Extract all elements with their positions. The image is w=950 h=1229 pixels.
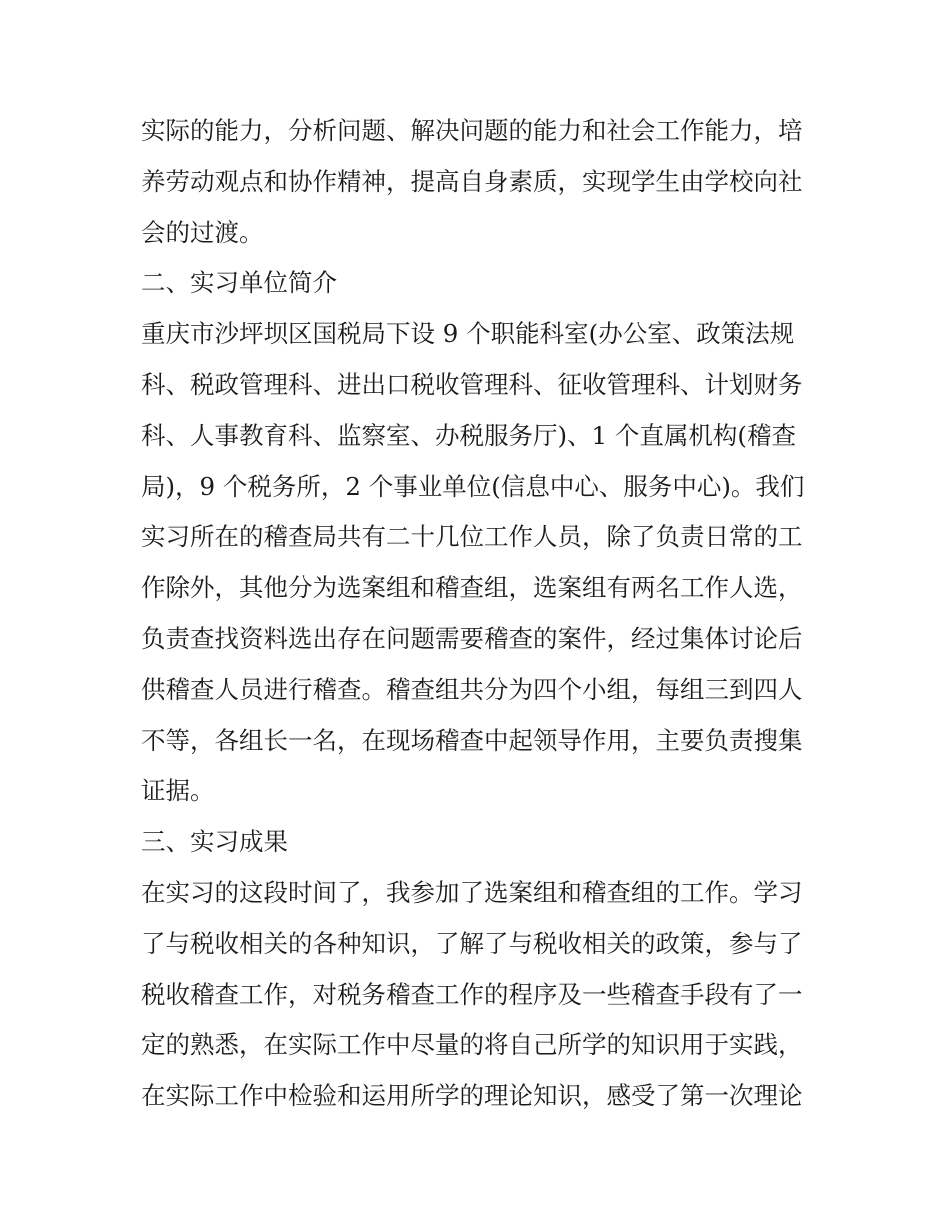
text-line: 了与税收相关的各种知识，了解了与税收相关的政策，参与了: [141, 928, 803, 958]
text-line: 科、税政管理科、进出口税收管理科、征收管理科、计划财务: [141, 369, 803, 399]
text-line: 供稽查人员进行稽查。稽查组共分为四个小组，每组三到四人: [141, 674, 803, 704]
text-line: 不等，各组长一名，在现场稽查中起领导作用，主要负责搜集: [141, 725, 803, 755]
text-line: 税收稽查工作，对税务稽查工作的程序及一些稽查手段有了一: [141, 979, 803, 1009]
body-text: [141, 106, 813, 1122]
text-line: 实习所在的稽查局共有二十几位工作人员，除了负责日常的工: [141, 522, 803, 552]
text-line: 局)，9 个税务所，2 个事业单位(信息中心、服务中心)。我们: [141, 471, 805, 501]
text-line: 重庆市沙坪坝区国税局下设 9 个职能科室(办公室、政策法规: [141, 319, 795, 349]
text-line: 科、人事教育科、监察室、办税服务厅)、1 个直属机构(稽查: [141, 420, 796, 450]
text-line: 定的熟悉，在实际工作中尽量的将自己所学的知识用于实践，: [141, 1030, 803, 1060]
text-line: 会的过渡。: [141, 217, 264, 247]
section-heading: 二、实习单位简介: [141, 268, 337, 298]
text-line: 作除外，其他分为选案组和稽查组，选案组有两名工作人选，: [141, 573, 803, 603]
text-line: 负责查找资料选出存在问题需要稽查的案件，经过集体讨论后: [141, 623, 803, 653]
section-heading: 三、实习成果: [141, 827, 288, 857]
text-line: 实际的能力，分析问题、解决问题的能力和社会工作能力，培: [141, 116, 803, 145]
text-line: 在实习的这段时间了，我参加了选案组和稽查组的工作。学习: [141, 877, 803, 907]
text-line: 养劳动观点和协作精神，提高自身素质，实现学生由学校向社: [141, 166, 803, 196]
text-line: 证据。: [141, 776, 215, 806]
text-line: 在实际工作中检验和运用所学的理论知识，感受了第一次理论: [141, 1081, 803, 1111]
